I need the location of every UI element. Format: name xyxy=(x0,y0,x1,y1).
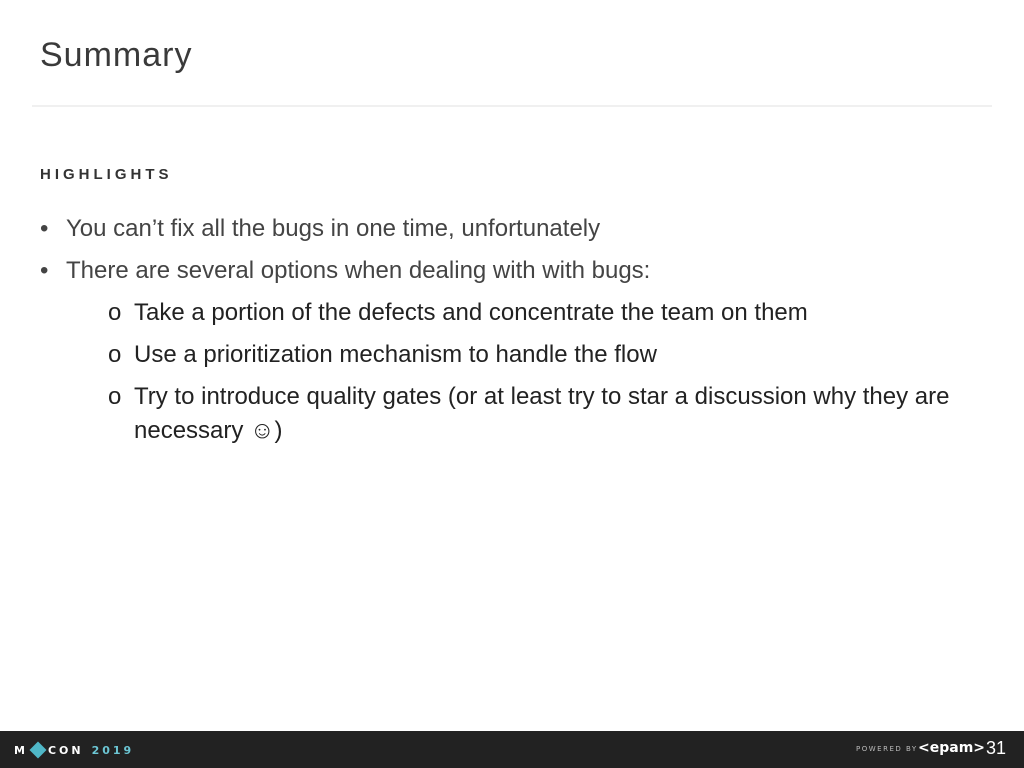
sub-bullet-marker: o xyxy=(108,341,122,368)
bullet-marker: • xyxy=(40,257,49,284)
logo-text-right: CON xyxy=(47,743,84,757)
section-heading: HIGHLIGHTS xyxy=(40,166,173,183)
bullet-marker: • xyxy=(40,215,49,242)
sub-bullet-marker: o xyxy=(108,383,122,410)
sub-bullet-item xyxy=(108,296,988,330)
footer-bar xyxy=(0,731,1024,768)
bullet-list xyxy=(40,208,980,292)
powered-by-label: POWERED BY xyxy=(856,745,918,753)
page-number: 31 xyxy=(986,738,1007,758)
sub-bullet-text: Use a prioritization mechanism to handle the flow xyxy=(134,341,657,368)
bullet-item xyxy=(40,208,980,250)
sub-bullet-item xyxy=(108,380,988,448)
title-divider xyxy=(32,105,992,107)
sponsor-logo: <epam> xyxy=(918,740,986,756)
sub-bullet-text: Take a portion of the defects and concentrate the team on them xyxy=(134,299,808,326)
logo-year: 2019 xyxy=(91,743,135,757)
bullet-text: There are several options when dealing with with bugs: xyxy=(66,257,651,284)
sub-bullet-text: Try to introduce quality gates (or at least try to star a discussion why they are necessary ☺) xyxy=(134,383,950,444)
slide-title: Summary xyxy=(40,36,193,74)
logo-text-left: M xyxy=(14,743,28,757)
conference-logo xyxy=(14,741,134,759)
bullet-item xyxy=(40,250,980,292)
sub-bullet-item xyxy=(108,338,988,372)
bullet-text: You can’t fix all the bugs in one time, unfortunately xyxy=(66,215,601,242)
sub-bullet-list xyxy=(108,296,988,456)
diamond-icon xyxy=(29,742,46,759)
sub-bullet-marker: o xyxy=(108,299,122,326)
